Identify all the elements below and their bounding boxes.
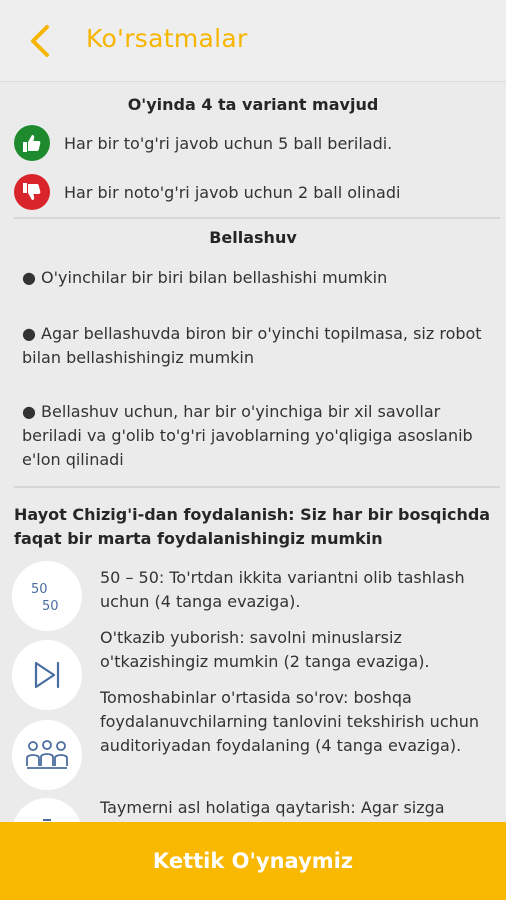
svg-text:50: 50 (31, 582, 48, 597)
thumbs-up-icon (14, 125, 50, 161)
battle-item: ● Agar bellashuvda biron bir o'yinchi topilmasa, siz robot bilan bellashishingiz mumkin (22, 324, 482, 367)
lifeline-fifty-text: 50 – 50: To'rtdan ikkita variantni olib tashlash uchun (4 tanga evaziga). (100, 568, 465, 611)
lifelines-title: Hayot Chizig'i-dan foydalanish: Siz har bir bosqichda faqat bir marta foydalanishingiz mumkin (14, 505, 491, 548)
fifty-fifty-icon (12, 561, 82, 631)
battle-title: Bellashuv (209, 228, 297, 247)
svg-text:50: 50 (42, 599, 59, 614)
scoring-title: O'yinda 4 ta variant mavjud (127, 95, 379, 114)
rule-correct-text: Har bir to'g'ri javob uchun 5 ball beriladi. (64, 133, 393, 153)
skip-icon (12, 640, 82, 710)
app-header (0, 0, 506, 82)
rule-wrong-text: Har bir noto'g'ri javob uchun 2 ball olinadi (64, 182, 401, 202)
battle-item: ● O'yinchilar bir biri bilan bellashishi mumkin (22, 268, 388, 287)
lifeline-timer-text: Taymerni asl holatiga qaytarish: Agar sizga (100, 798, 445, 817)
page-title: Ko'rsatmalar (86, 24, 248, 53)
rule-wrong (14, 174, 400, 210)
thumbs-down-icon (14, 174, 50, 210)
play-button[interactable]: Kettik O'ynaymiz (0, 822, 506, 900)
divider (14, 486, 500, 488)
timer-reset-icon (12, 798, 82, 822)
lifeline-skip-text: O'tkazib yuborish: savolni minuslarsiz o'tkazishingiz mumkin (2 tanga evaziga). (100, 628, 430, 671)
audience-icon (12, 720, 82, 790)
battle-item: ● Bellashuv uchun, har bir o'yinchiga bir xil savollar beriladi va g'olib to'g'ri javoblarning yo'qligiga asoslanib e'lon qilinadi (22, 402, 473, 469)
instructions-content[interactable] (0, 82, 506, 822)
back-button[interactable] (20, 20, 60, 62)
lifeline-audience-text: Tomoshabinlar o'rtasida so'rov: boshqa foydalanuvchilarning tanlovini tekshirish uchun auditoriyadan foydalaning (4 tanga evaziga). (100, 688, 480, 755)
chevron-left-icon (29, 24, 51, 58)
rule-correct (14, 125, 392, 161)
divider (14, 217, 500, 219)
